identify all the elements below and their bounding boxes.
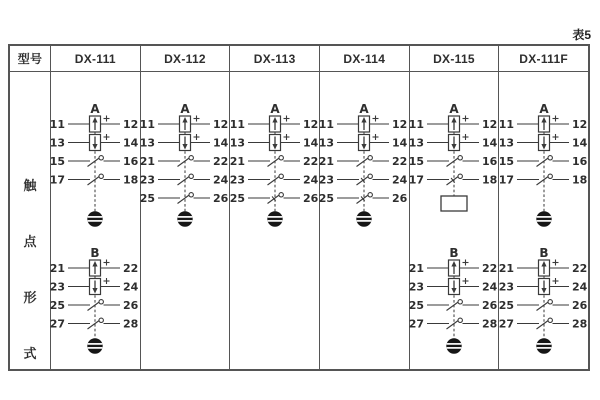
svg-text:21: 21 <box>50 262 66 275</box>
row-label-char: 式 <box>23 346 37 361</box>
svg-text:11: 11 <box>139 118 155 131</box>
contact-row-13-14 <box>230 134 319 151</box>
model-column-header: 型号 <box>10 46 50 72</box>
contact-row-21-22 <box>140 155 228 168</box>
svg-text:27: 27 <box>498 317 514 331</box>
row-label-char: 点 <box>23 234 37 249</box>
contact-row-21-22 <box>50 260 138 277</box>
contact-row-21-22 <box>230 155 318 168</box>
svg-text:24: 24 <box>392 173 408 187</box>
contact-row-27-28 <box>409 318 497 331</box>
section-label: B <box>539 246 549 260</box>
contact-diagram-section-A <box>319 96 409 232</box>
contact-cell-DX-111F <box>498 72 588 369</box>
svg-text:16: 16 <box>571 155 587 168</box>
contact-cell-DX-114 <box>319 72 409 369</box>
svg-text:27: 27 <box>408 317 424 331</box>
signal-flag-indicator-icon <box>178 212 193 226</box>
svg-text:26: 26 <box>123 299 139 312</box>
contact-row-11-12 <box>230 116 318 133</box>
contact-row-23-24 <box>499 278 588 295</box>
svg-text:25: 25 <box>408 299 424 312</box>
svg-text:23: 23 <box>408 280 424 294</box>
model-header-DX-111F: DX-111F <box>498 46 588 72</box>
contact-row-23-24 <box>230 174 319 187</box>
contact-row-11-12 <box>319 116 407 133</box>
svg-text:24: 24 <box>481 280 498 294</box>
svg-text:12: 12 <box>302 118 318 131</box>
svg-text:11: 11 <box>319 118 335 131</box>
svg-text:22: 22 <box>123 262 139 275</box>
svg-text:13: 13 <box>408 136 424 150</box>
contact-diagram-section-A <box>499 96 589 232</box>
contact-row-27-28 <box>50 318 138 331</box>
svg-text:18: 18 <box>481 173 498 187</box>
svg-text:11: 11 <box>498 118 514 131</box>
contact-row-21-22 <box>319 155 407 168</box>
contact-row-23-24 <box>409 278 498 295</box>
svg-text:26: 26 <box>212 192 229 205</box>
svg-text:25: 25 <box>50 299 66 312</box>
svg-text:15: 15 <box>50 155 66 168</box>
svg-text:28: 28 <box>123 317 139 331</box>
section-label: A <box>270 102 280 116</box>
model-header-DX-112: DX-112 <box>140 46 230 72</box>
contact-row-13-14 <box>499 134 588 151</box>
contact-row-15-16 <box>50 155 139 168</box>
svg-text:23: 23 <box>319 173 335 187</box>
contact-row-23-24 <box>319 174 408 187</box>
svg-text:13: 13 <box>229 136 245 150</box>
normally-open-contact-icon <box>536 321 548 330</box>
contact-form-table <box>8 44 590 371</box>
contact-row-21-22 <box>409 260 497 277</box>
svg-text:22: 22 <box>212 155 229 168</box>
contact-row-11-12 <box>409 116 497 133</box>
contact-diagram-section-A <box>230 96 320 232</box>
contact-row-25-26 <box>50 299 139 312</box>
contact-row-11-12 <box>140 116 228 133</box>
svg-text:14: 14 <box>392 136 408 150</box>
svg-text:25: 25 <box>498 299 514 312</box>
svg-text:25: 25 <box>319 192 335 205</box>
contact-diagram-section-B <box>409 240 499 358</box>
normally-open-contact-icon <box>267 177 279 186</box>
svg-text:12: 12 <box>392 118 408 131</box>
model-header-DX-115: DX-115 <box>409 46 499 72</box>
signal-flag-indicator-icon <box>88 339 103 353</box>
svg-text:25: 25 <box>229 192 245 205</box>
normally-open-contact-icon <box>446 321 458 330</box>
contact-row-13-14 <box>50 134 139 151</box>
crossed-contact-icon <box>446 177 458 186</box>
contact-row-13-14 <box>140 134 229 151</box>
normally-open-contact-icon <box>88 321 100 330</box>
contact-row-23-24 <box>50 278 139 295</box>
svg-text:24: 24 <box>212 173 229 187</box>
svg-text:23: 23 <box>229 173 245 187</box>
section-label: A <box>180 102 190 116</box>
signal-flag-indicator-icon <box>536 212 551 226</box>
svg-text:12: 12 <box>481 118 498 131</box>
contact-row-17-18 <box>409 174 497 187</box>
section-label: A <box>449 102 459 116</box>
svg-text:13: 13 <box>50 136 66 150</box>
row-label-char: 形 <box>23 290 37 305</box>
svg-text:21: 21 <box>229 155 245 168</box>
section-label: B <box>449 246 459 260</box>
svg-text:24: 24 <box>123 280 139 294</box>
svg-text:12: 12 <box>123 118 139 131</box>
svg-text:17: 17 <box>50 173 66 187</box>
crossed-contact-icon <box>357 195 369 204</box>
svg-text:17: 17 <box>498 173 514 187</box>
svg-text:26: 26 <box>481 299 498 312</box>
svg-text:14: 14 <box>571 136 587 150</box>
model-header-DX-114: DX-114 <box>319 46 409 72</box>
contact-diagram-section-A <box>140 96 230 232</box>
contact-row-25-26 <box>319 192 408 205</box>
contact-row-13-14 <box>409 134 498 151</box>
contact-row-25-26 <box>409 299 498 312</box>
contact-cell-DX-113 <box>229 72 319 369</box>
model-header-DX-111: DX-111 <box>50 46 140 72</box>
svg-text:14: 14 <box>123 136 139 150</box>
svg-text:28: 28 <box>481 317 498 331</box>
contact-diagram-section-B <box>499 240 589 358</box>
svg-text:11: 11 <box>229 118 245 131</box>
svg-text:23: 23 <box>498 280 514 294</box>
svg-text:16: 16 <box>481 155 498 168</box>
armature-box-icon <box>441 196 467 211</box>
svg-text:15: 15 <box>498 155 514 168</box>
svg-text:22: 22 <box>481 262 498 275</box>
crossed-contact-icon <box>267 195 279 204</box>
contact-row-21-22 <box>499 260 587 277</box>
svg-text:26: 26 <box>392 192 408 205</box>
svg-text:13: 13 <box>319 136 335 150</box>
signal-flag-indicator-icon <box>267 212 282 226</box>
signal-flag-indicator-icon <box>447 339 462 353</box>
contact-diagram-section-A <box>409 96 499 232</box>
svg-text:12: 12 <box>571 118 587 131</box>
svg-text:14: 14 <box>212 136 229 150</box>
normally-open-contact-icon <box>446 302 458 311</box>
contact-cell-DX-115 <box>409 72 499 369</box>
svg-text:27: 27 <box>50 317 66 331</box>
svg-text:28: 28 <box>571 317 587 331</box>
svg-text:13: 13 <box>498 136 514 150</box>
svg-text:23: 23 <box>50 280 66 294</box>
contact-cell-DX-111 <box>50 72 140 369</box>
normally-open-contact-icon <box>446 158 458 167</box>
normally-open-contact-icon <box>267 158 279 167</box>
svg-text:13: 13 <box>139 136 155 150</box>
model-header-DX-113: DX-113 <box>229 46 319 72</box>
signal-flag-indicator-icon <box>357 212 372 226</box>
contact-diagram-section-A <box>50 96 140 232</box>
svg-text:26: 26 <box>302 192 318 205</box>
section-label: B <box>90 246 100 260</box>
signal-flag-indicator-icon <box>88 212 103 226</box>
contact-row-27-28 <box>499 318 587 331</box>
contact-row-13-14 <box>319 134 408 151</box>
table-caption: 表5 <box>572 28 591 42</box>
normally-open-contact-icon <box>88 177 100 186</box>
normally-open-contact-icon <box>177 158 189 167</box>
normally-open-contact-icon <box>177 177 189 186</box>
contact-row-15-16 <box>499 155 588 168</box>
row-label-char: 触 <box>23 178 37 193</box>
normally-open-contact-icon <box>536 158 548 167</box>
svg-text:21: 21 <box>408 262 424 275</box>
section-label: A <box>539 102 549 116</box>
svg-text:22: 22 <box>571 262 587 275</box>
contact-row-23-24 <box>140 174 229 187</box>
svg-text:18: 18 <box>123 173 139 187</box>
normally-open-contact-icon <box>88 158 100 167</box>
svg-text:16: 16 <box>123 155 139 168</box>
row-label-contact-form <box>10 72 50 369</box>
normally-open-contact-icon <box>88 302 100 311</box>
svg-text:11: 11 <box>50 118 66 131</box>
normally-open-contact-icon <box>357 158 369 167</box>
svg-text:25: 25 <box>139 192 155 205</box>
svg-text:12: 12 <box>212 118 229 131</box>
svg-text:21: 21 <box>139 155 155 168</box>
section-label: A <box>359 102 369 116</box>
contact-row-17-18 <box>50 174 138 187</box>
signal-flag-indicator-icon <box>536 339 551 353</box>
contact-cell-DX-112 <box>140 72 230 369</box>
svg-text:24: 24 <box>571 280 587 294</box>
contact-row-11-12 <box>50 116 138 133</box>
svg-text:22: 22 <box>302 155 318 168</box>
section-label: A <box>90 102 100 116</box>
svg-text:17: 17 <box>408 173 424 187</box>
contact-row-25-26 <box>499 299 588 312</box>
svg-text:26: 26 <box>571 299 587 312</box>
contact-row-25-26 <box>230 192 319 205</box>
svg-text:18: 18 <box>571 173 587 187</box>
svg-text:11: 11 <box>408 118 424 131</box>
contact-row-17-18 <box>499 174 587 187</box>
contact-row-11-12 <box>499 116 587 133</box>
svg-text:14: 14 <box>302 136 318 150</box>
svg-text:23: 23 <box>139 173 155 187</box>
crossed-contact-icon <box>357 177 369 186</box>
svg-text:14: 14 <box>481 136 498 150</box>
svg-text:24: 24 <box>302 173 318 187</box>
normally-open-contact-icon <box>536 302 548 311</box>
contact-diagram-section-B <box>50 240 140 358</box>
svg-text:22: 22 <box>392 155 408 168</box>
svg-text:15: 15 <box>408 155 424 168</box>
normally-open-contact-icon <box>177 195 189 204</box>
contact-row-15-16 <box>409 155 498 168</box>
contact-row-25-26 <box>140 192 229 205</box>
normally-open-contact-icon <box>536 177 548 186</box>
svg-text:21: 21 <box>319 155 335 168</box>
svg-text:21: 21 <box>498 262 514 275</box>
